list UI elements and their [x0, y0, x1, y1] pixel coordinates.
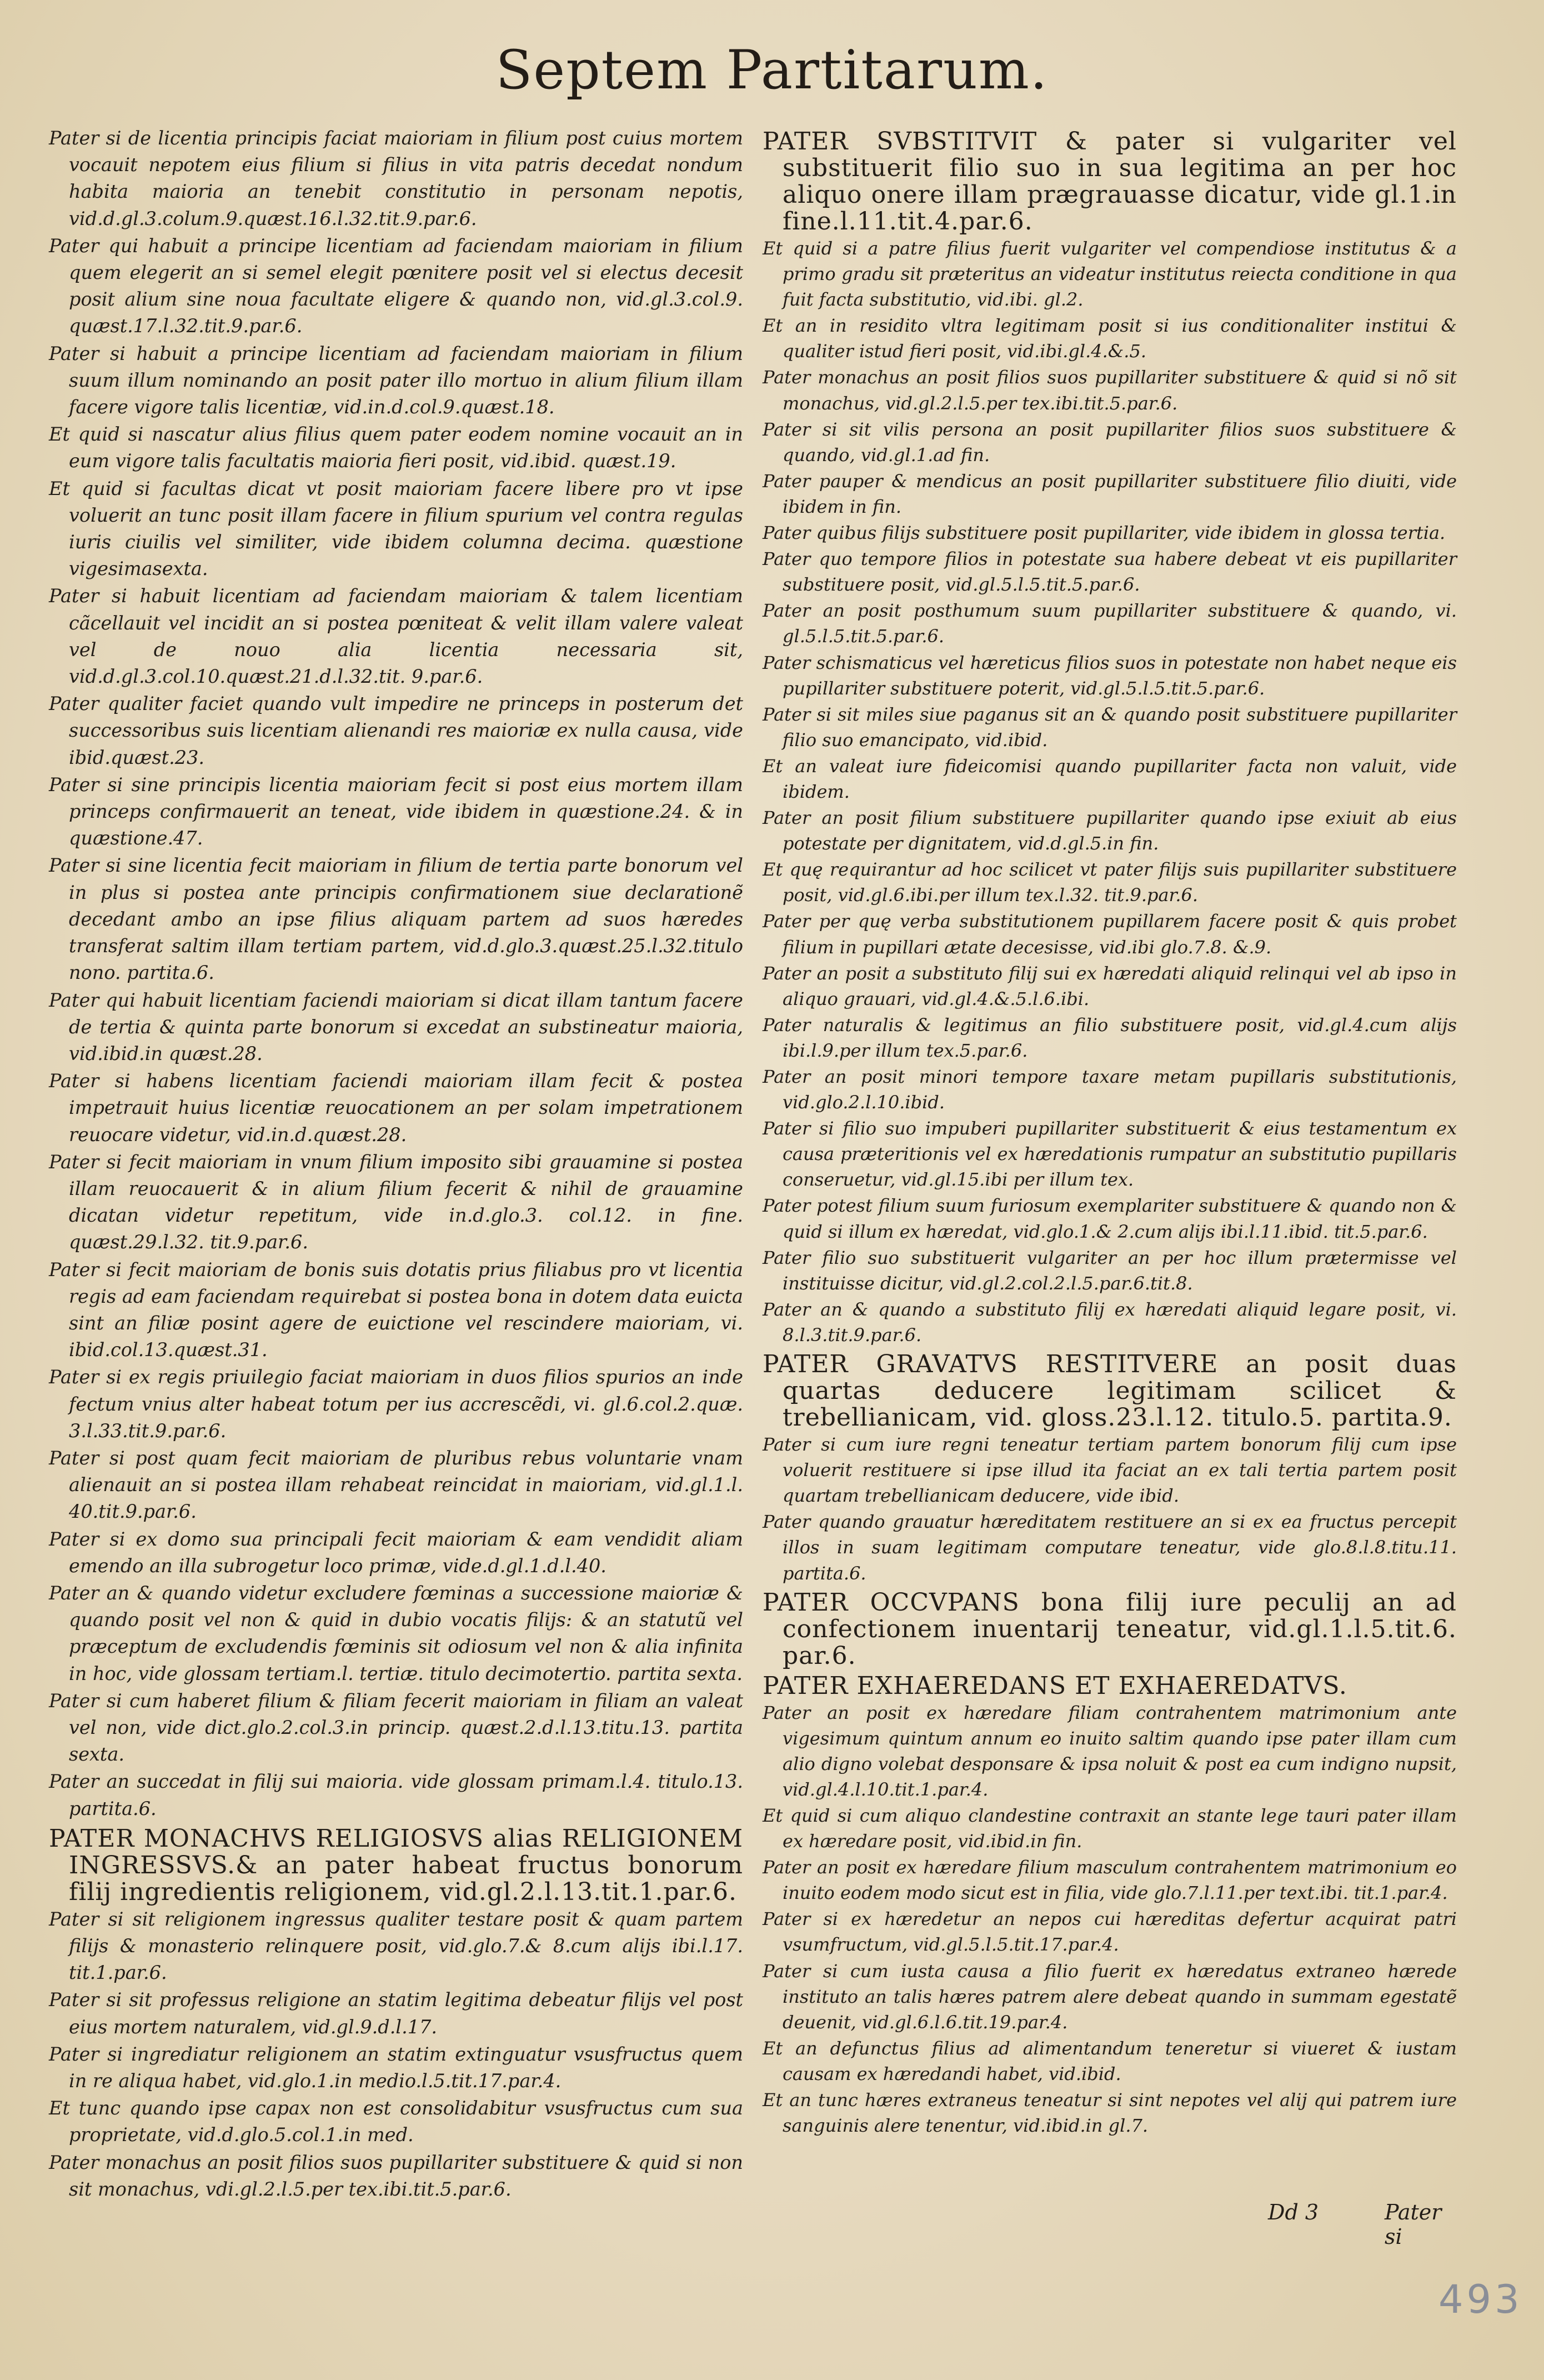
index-entry: Et quid si facultas dicat vt posit maioriam facere libere pro vt ipse voluerit an tunc posit illam facere in filium spurium vel contra regulas iuris ciuilis vel similiter, vide ibidem columna decima. quæstione vigesimasexta. [49, 477, 743, 580]
index-entry: Pater quo tempore filios in potestate sua habere debeat vt eis pupillariter substituere posit, vid.gl.5.l.5.tit.5.par.6. [763, 548, 1457, 596]
left-column [49, 125, 743, 2203]
index-entry: Pater an posit a substituto filij sui ex hæredati aliquid relinqui vel ab ipso in aliquo grauari, vid.gl.4.&.5.l.6.ibi. [763, 962, 1457, 1009]
index-heading: PATER OCCVPANS bona filij iure peculij an ad confectionem inuentarij teneatur, vid.gl.1.l.5.tit.6. par.6. [763, 1588, 1457, 1670]
index-entry: Et quid si a patre filius fuerit vulgariter vel compendiose institutus & a primo gradu sit præteritus an videatur institutus reiecta conditione in qua fuit facta substitutio, vid.ibi. gl.2. [763, 238, 1457, 311]
index-entry: Et quę requirantur ad hoc scilicet vt pater filijs suis pupillariter substituere posit, vid.gl.6.ibi.per illum tex.l.32. tit.9.par.6. [763, 859, 1457, 906]
index-entry: Pater si ingrediatur religionem an statim extinguatur vsusfructus quem in re aliqua habet, vid.glo.1.in medio.l.5.tit.17.par.4. [49, 2043, 743, 2092]
index-entry: Pater quando grauatur hæreditatem restituere an si ex ea fructus percepit illos in suam legitimam computare teneatur, vide glo.8.l.8.titu.11. partita.6. [763, 1511, 1457, 1584]
index-entry: Pater si post quam fecit maioriam de pluribus rebus voluntarie vnam alienauit an si postea illam rehabeat reincidat in maioriam, vid.gl.1.l. 40.tit.9.par.6. [49, 1447, 743, 1523]
index-entry: Pater an posit filium substituere pupillariter quando ipse exiuit ab eius potestate per dignitatem, vid.d.gl.5.in fin. [763, 807, 1457, 854]
catchword: Pater si [1385, 2200, 1442, 2249]
index-entry: Pater si sine licentia fecit maioriam in filium de tertia parte bonorum vel in plus si postea ante principis confirmationem siue declarationẽ decedant ambo an ipse filius aliquam partem ad suos hæredes transferat saltim illam tertiam partem, vid.d.glo.3.quæst.25.l.32.titulo nono. partita.6. [49, 854, 743, 984]
index-entry: Pater si habens licentiam faciendi maioriam illam fecit & postea impetrauit huius licentiæ reuocationem an per solam impetrationem reuocare videtur, vid.in.d.quæst.28. [49, 1070, 743, 1146]
index-entry: Pater an posit minori tempore taxare metam pupillaris substitutionis, vid.glo.2.l.10.ibid. [763, 1066, 1457, 1113]
index-entry: Pater per quę verba substitutionem pupillarem facere posit & quis probet filium in pupillari ætate decesisse, vid.ibi glo.7.8. &.9. [763, 911, 1457, 958]
index-entry: Et quid si nascatur alius filius quem pater eodem nomine vocauit an in eum vigore talis facultatis maioria fieri posit, vid.ibid. quæst.19. [49, 423, 743, 472]
index-entry: Pater si ex regis priuilegio faciat maioriam in duos filios spurios an inde fectum vnius alter habeat totum per ius accrescẽdi, vi. gl.6.col.2.quæ. 3.l.33.tit.9.par.6. [49, 1366, 743, 1442]
index-entry: Pater an succedat in filij sui maioria. vide glossam primam.l.4. titulo.13. partita.6. [49, 1771, 743, 1819]
index-entry: Pater naturalis & legitimus an filio substituere posit, vid.gl.4.cum alijs ibi.l.9.per illum tex.5.par.6. [763, 1014, 1457, 1061]
running-title: Septem Partitarum. [495, 39, 1049, 101]
index-entry: Pater qui habuit licentiam faciendi maioriam si dicat illam tantum facere de tertia & quinta parte bonorum si excedat an substineatur maioria, vid.ibid.in quæst.28. [49, 989, 743, 1064]
index-entry: Pater si habuit a principe licentiam ad faciendam maioriam in filium suum illum nominando an posit pater illo mortuo in alium filium illam facere vigore talis licentiæ, vid.in.d.col.9.quæst.18. [49, 342, 743, 418]
index-entry: Pater quibus filijs substituere posit pupillariter, vide ibidem in glossa tertia. [763, 522, 1446, 544]
right-column [763, 125, 1457, 2139]
index-entry: Pater si cum iusta causa a filio fuerit ex hæredatus extraneo hærede instituto an talis hæres patrem alere debeat quando in summam egestatẽ deuenit, vid.gl.6.l.6.tit.19.par.4. [763, 1960, 1457, 2033]
signature-mark: Dd 3 [1268, 2200, 1319, 2224]
index-entry: Pater monachus an posit filios suos pupillariter substituere & quid si nõ sit monachus, vid.gl.2.l.5.per tex.ibi.tit.5.par.6. [763, 367, 1457, 414]
index-entry: Pater an posit posthumum suum pupillariter substituere & quando, vi. gl.5.l.5.tit.5.par.6. [763, 600, 1457, 647]
index-entry: Pater si fecit maioriam in vnum filium imposito sibi grauamine si postea illam reuocauerit & in alium filium fecerit & nihil de grauamine dicatan videtur repetitum, vide in.d.glo.3. col.12. in fine. quæst.29.l.32. tit.9.par.6. [49, 1151, 743, 1253]
index-entry: Pater si sit professus religione an statim legitima debeatur filijs vel post eius mortem naturalem, vid.gl.9.d.l.17. [49, 1989, 743, 2038]
index-entry: Pater si de licentia principis faciat maioriam in filium post cuius mortem vocauit nepotem eius filium si filius in vita patris decedat nondum habita maioria an tenebit constitutio in personam nepotis, vid.d.gl.3.colum.9.quæst.16.l.32.tit.9.par.6. [49, 127, 743, 229]
index-entry: Pater si fecit maioriam de bonis suis dotatis prius filiabus pro vt licentia regis ad eam faciendam requirebat si postea bona in dotem data euicta sint an filiæ posint agere de euictione vel rescindere maioriam, vi. ibid.col.13.quæst.31. [49, 1258, 743, 1361]
index-heading: PATER EXHAEREDANS ET EXHAEREDATVS. [763, 1671, 1347, 1700]
index-entry: Pater si filio suo impuberi pupillariter substituerit & eius testamentum ex causa præteritionis vel ex hæredationis rumpatur an substitutio pupillaris conseruetur, vid.gl.15.ibi per illum tex. [763, 1118, 1457, 1191]
handwritten-folio-number: 493 [1438, 2277, 1523, 2322]
index-entry: Et an valeat iure fideicomisi quando pupillariter facta non valuit, vide ibidem. [763, 755, 1457, 802]
index-entry: Pater si sit vilis persona an posit pupillariter filios suos substituere & quando, vid.gl.1.ad fin. [763, 418, 1457, 466]
index-entry: Pater qui habuit a principe licentiam ad faciendam maioriam in filium quem elegerit an si semel elegit pœnitere posit vel si electus decesit posit alium sine noua facultate eligere & quando non, vid.gl.3.col.9. quæst.17.l.32.tit.9.par.6. [49, 234, 743, 337]
index-entry: Pater si ex domo sua principali fecit maioriam & eam vendidit aliam emendo an illa subrogetur loco primæ, vide.d.gl.1.d.l.40. [49, 1528, 743, 1577]
index-entry: Pater an & quando videtur excludere fœminas a successione maioriæ & quando posit vel non & quid in dubio vocatis filijs: & an statutũ vel præceptum de excludendis fœminis sit odiosum vel non & alia infinita in hoc, vide glossam tertiam.l. tertiæ. titulo decimotertio. partita sexta. [49, 1582, 743, 1684]
index-entry: Pater si sine principis licentia maioriam fecit si post eius mortem illam princeps confirmauerit an teneat, vide ibidem in quæstione.24. & in quæstione.47. [49, 773, 743, 849]
index-entry: Pater an posit ex hæredare filiam contrahentem matrimonium ante vigesimum quintum annum eo inuito saltim quando ipse pater illam cum alio digno volebat desponsare & ipsa noluit & post ea cum indigno nupsit, vid.gl.4.l.10.tit.1.par.4. [763, 1702, 1457, 1800]
index-entry: Pater si cum iure regni teneatur tertiam partem bonorum filij cum ipse voluerit restituere si ipse illud ita faciat an ex tali tertia partem posit quartam trebellianicam deducere, vide ibid. [763, 1434, 1457, 1507]
index-entry: Pater qualiter faciet quando vult impedire ne princeps in posterum det successoribus suis licentiam alienandi res maioriæ ex nulla causa, vide ibid.quæst.23. [49, 693, 743, 768]
index-entry: Et an in residito vltra legitimam posit si ius conditionaliter institui & qualiter istud fieri posit, vid.ibi.gl.4.&.5. [763, 315, 1457, 362]
index-entry: Pater si ex hæredetur an nepos cui hæreditas defertur acquirat patri vsumfructum, vid.gl.5.l.5.tit.17.par.4. [763, 1908, 1457, 1956]
index-entry: Pater si sit miles siue paganus sit an & quando posit substituere pupillariter filio suo emancipato, vid.ibid. [763, 703, 1457, 751]
index-entry: Pater an posit ex hæredare filium masculum contrahentem matrimonium eo inuito eodem modo sicut est in filia, vide glo.7.l.11.per text.ibi. tit.1.par.4. [763, 1857, 1457, 1904]
index-entry: Pater filio suo substituerit vulgariter an per hoc illum prætermisse vel instituisse dicitur, vid.gl.2.col.2.l.5.par.6.tit.8. [763, 1247, 1457, 1294]
index-entry: Pater schismaticus vel hæreticus filios suos in potestate non habet neque eis pupillariter substituere poterit, vid.gl.5.l.5.tit.5.par.6. [763, 652, 1457, 699]
index-entry: Pater si habuit licentiam ad faciendam maioriam & talem licentiam cãcellauit vel incidit an si postea pœniteat & velit illam valere valeat vel de nouo alia licentia necessaria sit, vid.d.gl.3.col.10.quæst.21.d.l.32.tit. 9.par.6. [49, 585, 743, 688]
index-entry: Et an defunctus filius ad alimentandum teneretur si viueret & iustam causam ex hæredandi habet, vid.ibid. [763, 2037, 1457, 2084]
index-heading: PATER SVBSTITVIT & pater si vulgariter vel substituerit filio suo in sua legitima an per hoc aliquo onere illam prægrauasse dicatur, vide gl.1.in fine.l.11.tit.4.par.6. [763, 127, 1457, 236]
index-heading: PATER GRAVATVS RESTITVERE an posit duas quartas deducere legitimam scilicet & trebellianicam, vid. gloss.23.l.12. titulo.5. partita.9. [763, 1350, 1457, 1432]
index-entry: Pater potest filium suum furiosum exemplariter substituere & quando non & quid si illum ex hæredat, vid.glo.1.& 2.cum alijs ibi.l.11.ibid. tit.5.par.6. [763, 1195, 1457, 1242]
index-entry: Et an tunc hæres extraneus teneatur si sint nepotes vel alij qui patrem iure sanguinis alere tenentur, vid.ibid.in gl.7. [763, 2089, 1457, 2137]
index-entry: Pater si sit religionem ingressus qualiter testare posit & quam partem filijs & monasterio relinquere posit, vid.glo.7.& 8.cum alijs ibi.l.17. tit.1.par.6. [49, 1908, 743, 1984]
index-entry: Pater pauper & mendicus an posit pupillariter substituere filio diuiti, vide ibidem in fin. [763, 470, 1457, 517]
index-entry: Pater monachus an posit filios suos pupillariter substituere & quid si non sit monachus, vdi.gl.2.l.5.per tex.ibi.tit.5.par.6. [49, 2151, 743, 2200]
index-entry: Pater si cum haberet filium & filiam fecerit maioriam in filiam an valeat vel non, vide dict.glo.2.col.3.in princip. quæst.2.d.l.13.titu.13. partita sexta. [49, 1689, 743, 1766]
index-entry: Et quid si cum aliquo clandestine contraxit an stante lege tauri pater illam ex hæredare posit, vid.ibid.in fin. [763, 1804, 1457, 1852]
index-entry: Pater an & quando a substituto filij ex hæredati aliquid legare posit, vi. 8.l.3.tit.9.par.6. [763, 1298, 1457, 1346]
index-heading: PATER MONACHVS RELIGIOSVS alias RELIGIONEM INGRESSVS.& an pater habeat fructus bonorum filij ingredientis religionem, vid.gl.2.l.13.tit.1.par.6. [49, 1824, 743, 1906]
index-entry: Et tunc quando ipse capax non est consolidabitur vsusfructus cum sua proprietate, vid.d.glo.5.col.1.in med. [49, 2097, 743, 2146]
